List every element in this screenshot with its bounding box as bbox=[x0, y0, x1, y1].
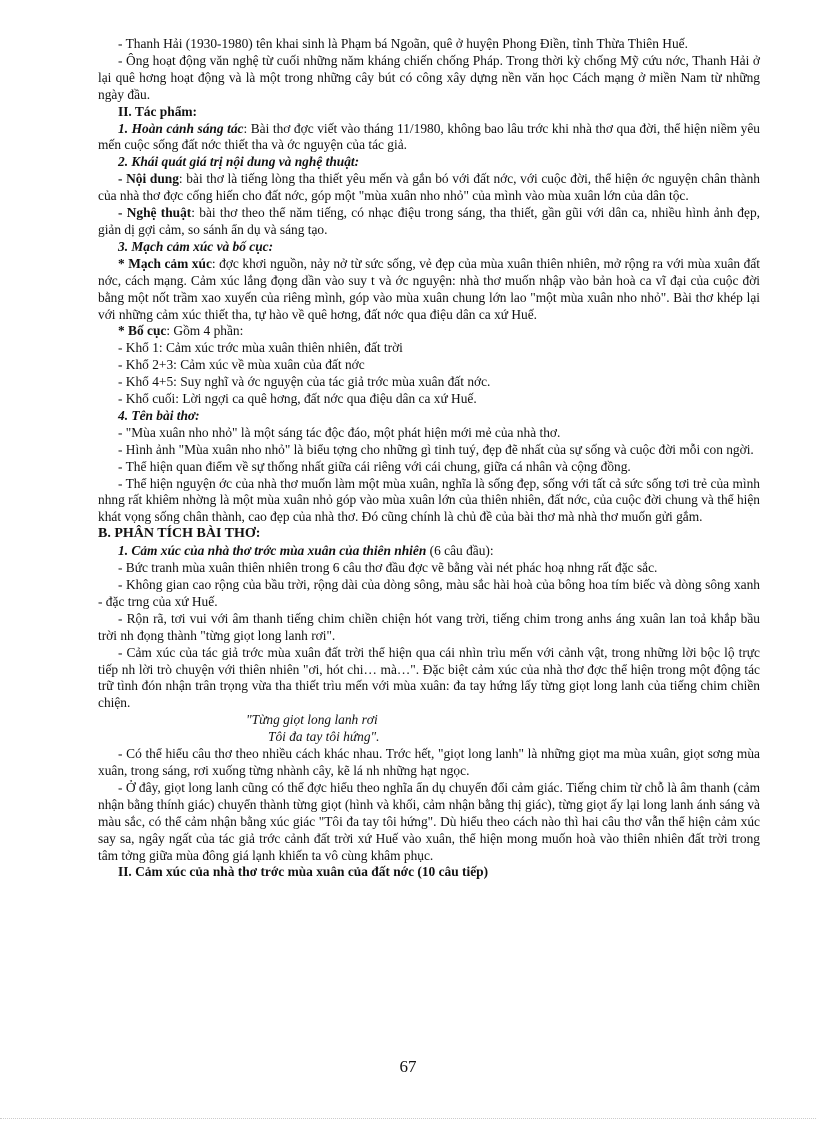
paragraph-analysis-6: - Ở đây, giọt long lanh cũng có thể đợc hiểu theo nghĩa ẩn dụ chuyển đổi cảm giác. Tiếng chim từ chỗ là âm thanh (cảm nhận bằng thính giác) chuyển thành từng giọt (hình và khối, cảm nhận bằng thị giác), từng giọt ấy lại long lanh ánh sáng và màu sắc, có thể cảm nhận bằng xúc giác "Tôi đa tay tôi hứng". Dù hiểu theo cách nào thì hai câu thơ vẫn thể hiện cảm xúc say sa, ngây ngất của tác giả trớc cảnh đất trời xứ Huế vào xuân, thể hiện mong muốn hoà vào thiên nhiên đất trời trong tâm tởng giữa mùa đông giá lạnh khiến ta vô cùng khâm phục. bbox=[98, 779, 760, 863]
heading-phan-tich: B. PHÂN TÍCH BÀI THƠ: bbox=[98, 526, 261, 542]
paragraph-analysis-3: - Rộn rã, tơi vui với âm thanh tiếng chim chiền chiện hót vang trời, tiếng chim trong anhs áng xuân lan toả khắp bầu trời nh đọng thành "từng giọt long lanh rơi". bbox=[98, 610, 760, 643]
label-cam-xuc-thien-nhien: 1. Cảm xúc của nhà thơ trớc mùa xuân của thiên nhiên bbox=[118, 543, 427, 559]
paragraph-author-bio: - Thanh Hải (1930-1980) tên khai sinh là Phạm bá Ngoãn, quê ở huyện Phong Điền, tỉnh Thừa Thiên Huế. bbox=[118, 36, 688, 51]
paragraph-author-activity: - Ông hoạt động văn nghệ từ cuối những năm kháng chiến chống Pháp. Trong thời kỳ chống Mỹ cứu nớc, Thanh Hải ở lại quê hơng hoạt động và là một trong những cây bút có công xây dựng nền văn học Cách mạng ở miền Nam từ những ngày đầu. bbox=[98, 52, 760, 102]
list-item-kho-1: - Khổ 1: Cảm xúc trớc mùa xuân thiên nhiên, đất trời bbox=[118, 340, 403, 356]
paragraph-analysis-5: - Có thể hiểu câu thơ theo nhiều cách khác nhau. Trớc hết, "giọt long lanh" là những giọt ma mùa xuân, giọt sơng mùa xuân, trong sáng, rơi xuống từng nhành cây, kẽ lá nh những hạt ngọc. bbox=[98, 746, 760, 778]
label-hoan-canh: 1. Hoàn cảnh sáng tác bbox=[118, 120, 244, 136]
paragraph-title-meaning-1: - "Mùa xuân nho nhỏ" là một sáng tác độc đáo, một phát hiện mới mẻ của nhà thơ. bbox=[118, 424, 561, 440]
document-page bbox=[98, 36, 760, 881]
heading-khai-quat: 2. Khái quát giá trị nội dung và nghệ thuật: bbox=[118, 154, 360, 170]
poem-line-1: "Từng giọt long lanh rơi bbox=[246, 712, 378, 728]
list-item-kho-cuoi: - Khổ cuối: Lời ngợi ca quê hơng, đất nớc qua điệu dân ca xứ Huế. bbox=[118, 391, 477, 407]
label-nghe-thuat: - Nghệ thuật bbox=[118, 205, 192, 221]
paragraph-title-meaning-3: - Thể hiện quan điểm về sự thống nhất giữa cái riêng với cái chung, giữa cá nhân và cộng đồng. bbox=[118, 458, 631, 474]
label-bo-cuc: * Bố cục bbox=[118, 323, 167, 339]
paragraph-analysis-1: - Bức tranh mùa xuân thiên nhiên trong 6 câu thơ đầu đợc vẽ bằng vài nét phác hoạ nhng rất đặc sắc. bbox=[118, 560, 658, 576]
label-mach-cam-xuc: * Mạch cảm xúc bbox=[118, 255, 212, 271]
paragraph-title-meaning-4: - Thể hiện nguyện ớc của nhà thơ muốn làm một mùa xuân, nghĩa là sống đẹp, sống với tất cả sức sống tơi trẻ của mình nhng rất khiêm nhờng là một mùa xuân nhỏ góp vào mùa xuân lớn của thiên nhiên, đất nớc, của cuộc đời chung và thể hiện khát vọng sống chân thành, cao đẹp của nhà thơ. Đó cũng chính là chủ đề của bài thơ mà nhà thơ muốn gửi gắm. bbox=[98, 475, 760, 525]
poem-line-2: Tôi đa tay tôi hứng". bbox=[268, 729, 380, 745]
heading-cam-xuc-thien-nhien: 1. Cảm xúc của nhà thơ trớc mùa xuân của thiên nhiên (6 câu đầu): bbox=[118, 543, 494, 559]
list-item-kho-4-5: - Khổ 4+5: Suy nghĩ và ớc nguyện của tác giả trớc mùa xuân đất nớc. bbox=[118, 374, 491, 390]
heading-ten-bai-tho: 4. Tên bài thơ: bbox=[118, 407, 200, 423]
paragraph-bo-cuc: * Bố cục: Gồm 4 phần: bbox=[118, 323, 244, 339]
page-number: 67 bbox=[399, 1057, 417, 1076]
heading-mach-cam-xuc: 3. Mạch cảm xúc và bố cục: bbox=[118, 238, 274, 254]
heading-cam-xuc-dat-nuoc: II. Cảm xúc của nhà thơ trớc mùa xuân của đất nớc (10 câu tiếp) bbox=[118, 864, 489, 880]
paragraph-nghe-thuat: - Nghệ thuật: bài thơ theo thể năm tiếng, có nhạc điệu trong sáng, tha thiết, gần gũi với dân ca, nhiều hình ảnh đẹp, giản dị gợi cảm, so sánh ẩn dụ và sáng tạo. bbox=[98, 205, 760, 237]
paragraph-analysis-4: - Cảm xúc của tác giả trớc mùa xuân đất trời thể hiện qua cái nhìn trìu mến với cảnh vật, trong những lời bộc lộ trực tiếp nh lời trò chuyện với thiên nhiên "ơi, hót chi… mà…". Đặc biệt cảm xúc của nhà thơ đợc thể hiện trong một động tác trữ tình đón nhận trân trọng vừa tha thiết trìu mến với mùa xuân: đa tay hứng lấy từng giọt long lanh của tiếng chim chiền chiện. bbox=[98, 644, 760, 711]
paragraph-title-meaning-2: - Hình ảnh "Mùa xuân nho nhỏ" là biểu tợng cho những gì tinh tuý, đẹp đẽ nhất của sự sống và cuộc đời mỗi con ngời. bbox=[118, 441, 754, 457]
paragraph-hoan-canh: 1. Hoàn cảnh sáng tác: Bài thơ đợc viết vào tháng 11/1980, không bao lâu trớc khi nhà thơ qua đời, thể hiện niềm yêu mến cuộc sống đất nớc thiết tha và ớc nguyện của tác giả. bbox=[98, 120, 760, 153]
page-edge-divider bbox=[0, 1118, 816, 1119]
heading-tac-pham: II. Tác phẩm: bbox=[118, 103, 197, 119]
paragraph-analysis-2: - Không gian cao rộng của bầu trời, rộng dài của dòng sông, màu sắc hài hoà của bông hoa tím biếc và dòng sông xanh - đặc trng của xứ Huế. bbox=[98, 577, 760, 609]
paragraph-mach-cam-xuc: * Mạch cảm xúc: đợc khơi nguồn, nảy nở từ sức sống, vẻ đẹp của mùa xuân thiên nhiên, mở rộng ra với mùa xuân đất nớc, cách mạng. Cảm xúc lắng đọng dần vào suy t và ớc nguyện: nhà thơ muốn nhập vào bản hoà ca vĩ đại của cuộc đời bằng một nốt trầm xao xuyến của riêng mình, góp vào mùa xuân chung lớn lao "một mùa xuân nho nhỏ". Bài thơ khép lại với những cảm xúc thiết tha, tự hào về quê hơng, đất nớc qua điệu dân ca xứ Huế. bbox=[98, 255, 760, 322]
paragraph-noi-dung: - Nội dung: bài thơ là tiếng lòng tha thiết yêu mến và gắn bó với đất nớc, với cuộc đời, thể hiện ớc nguyện chân thành của nhà thơ đợc cống hiến cho đất nớc, góp một "mùa xuân nho nhỏ" của mình vào mùa xuân lớn của dân tộc. bbox=[98, 171, 760, 204]
label-noi-dung: - Nội dung bbox=[118, 171, 179, 187]
list-item-kho-2-3: - Khổ 2+3: Cảm xúc về mùa xuân của đất nớc bbox=[118, 357, 365, 373]
